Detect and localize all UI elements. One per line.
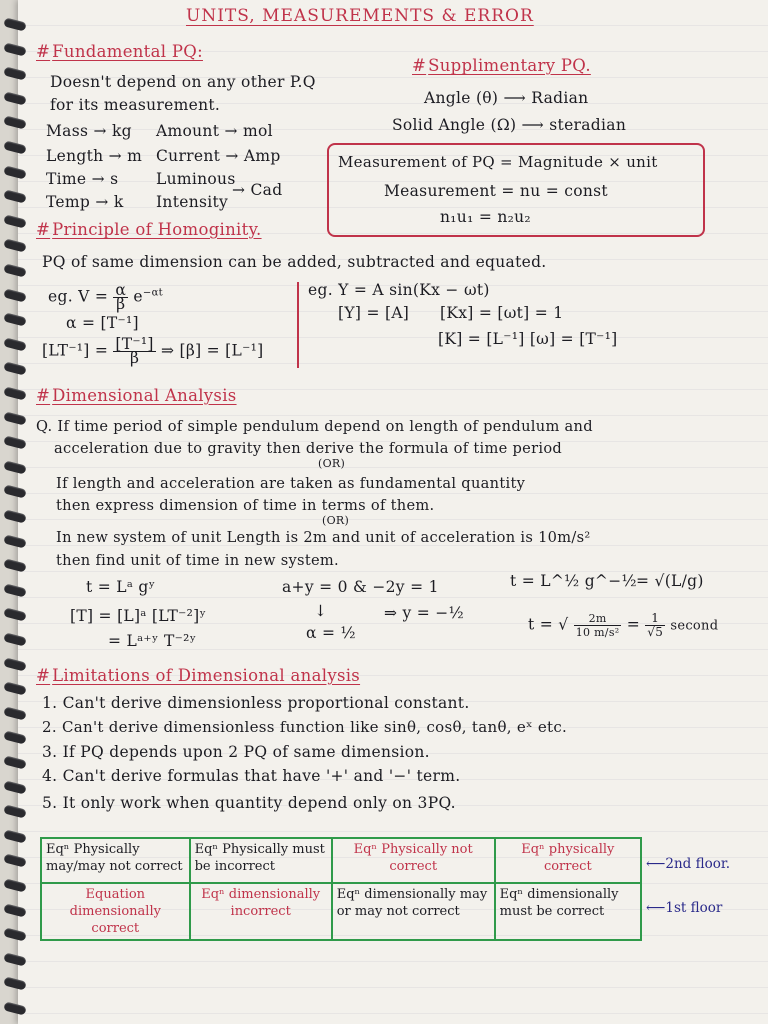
spiral-ring [3, 313, 27, 327]
table-cell: Equation dimensionally correct [41, 883, 190, 940]
solution-step: = √(L/g) [636, 572, 704, 590]
spiral-ring [3, 903, 27, 917]
table-cell: Eqⁿ dimensionally must be correct [495, 883, 641, 940]
example-divider [297, 282, 299, 368]
spiral-ring [3, 91, 27, 105]
spiral-ring [3, 239, 27, 253]
solution-arrow: ↓ [314, 602, 328, 620]
unit-row-left: Mass → kg [46, 122, 132, 140]
spiral-ring [3, 17, 27, 31]
luminous-unit: → Cad [232, 181, 283, 199]
spiral-ring [3, 583, 27, 597]
table-cell: Eqⁿ dimensionally may or may not correct [332, 883, 495, 940]
spiral-ring [3, 534, 27, 548]
spiral-ring [3, 829, 27, 843]
spiral-ring [3, 559, 27, 573]
solution-step: t = L^½ g^−½ [510, 572, 637, 590]
spiral-ring [3, 337, 27, 351]
measurement-line3: n₁u₁ = n₂u₂ [440, 208, 531, 226]
spiral-ring [3, 411, 27, 425]
spiral-ring [3, 436, 27, 450]
unit-row-left: Temp → k [46, 193, 124, 211]
example2-line2a: [Y] = [A] [338, 304, 410, 322]
solution-step: a+y = 0 & −2y = 1 [282, 578, 439, 596]
spiral-ring [3, 706, 27, 720]
solution-step: α = ½ [306, 624, 356, 642]
table-row [41, 838, 641, 883]
spiral-ring [3, 632, 27, 646]
floors-table [40, 837, 642, 941]
limitation-item: 3. If PQ depends upon 2 PQ of same dimension. [42, 743, 430, 761]
spiral-ring [3, 977, 27, 991]
spiral-ring [3, 952, 27, 966]
solution-result: t = √ $\frac{2m}{\text{10 m/s²}}$ = $\frac{1}{√5}$ second [528, 611, 719, 639]
table-cell: Eqⁿ dimensionally incorrect [190, 883, 332, 940]
measurement-line1: Measurement of PQ = Magnitude × unit [338, 153, 658, 171]
spiral-ring [3, 263, 27, 277]
spiral-ring [3, 509, 27, 523]
fundamental-heading: # Fundamental PQ: [36, 42, 203, 61]
spiral-ring [3, 657, 27, 671]
example1-line1: eg. V = $\frac{\alpha}{\beta}$ $e^{-\alpha t}$ [48, 281, 163, 313]
question-line6: then find unit of time in new system. [56, 552, 340, 569]
floor-label-1st: ⟵1st floor [646, 900, 723, 916]
supplementary-line2: Solid Angle (Ω) ⟶ steradian [392, 116, 627, 134]
example1-line3: [LT⁻¹] = $\frac{\text{[T⁻¹]}}{\beta}$ ⇒ [β] = [L⁻¹] [42, 335, 264, 367]
unit-row-right: Luminous [156, 170, 236, 188]
spiral-ring [3, 608, 27, 622]
unit-row-left: Length → m [46, 147, 143, 165]
limitation-item: 2. Can't derive dimensionless function like sinθ, cosθ, tanθ, eˣ etc. [42, 718, 568, 736]
table-cell: Eqⁿ Physically may/may not correct [41, 838, 190, 883]
spiral-ring [3, 485, 27, 499]
dimensional-heading: # Dimensional Analysis [36, 386, 237, 405]
unit-row-right: Amount → mol [156, 122, 273, 140]
unit-row-right: Current → Amp [156, 147, 281, 165]
supplementary-heading: # Supplimentary PQ. [412, 56, 591, 75]
question-line4: then express dimension of time in terms of them. [56, 497, 435, 514]
spiral-ring [3, 1001, 27, 1015]
spiral-ring [3, 731, 27, 745]
page-title: UNITS, MEASUREMENTS & ERROR [186, 6, 534, 26]
solution-step: t = Lᵃ gʸ [86, 578, 156, 596]
spiral-ring [3, 780, 27, 794]
unit-row-right: Intensity [156, 193, 229, 211]
floor-label-2nd: ⟵2nd floor. [646, 856, 731, 872]
spiral-ring [3, 386, 27, 400]
example2-line2b: [Kx] = [ωt] = 1 [440, 304, 564, 322]
spiral-ring [3, 42, 27, 56]
spiral-ring [3, 140, 27, 154]
example2-line1: eg. Y = A sin(Kx − ωt) [308, 281, 490, 299]
spiral-ring [3, 878, 27, 892]
solution-step: ⇒ y = −½ [384, 604, 464, 622]
fundamental-line1: Doesn't depend on any other P.Q [50, 73, 316, 91]
table-cell: Eqⁿ Physically not correct [332, 838, 495, 883]
fundamental-line2: for its measurement. [50, 96, 221, 114]
homogeneity-statement: PQ of same dimension can be added, subtracted and equated. [42, 253, 547, 271]
example1-line2: α = [T⁻¹] [66, 314, 139, 332]
limitation-item: 1. Can't derive dimensionless proportional constant. [42, 694, 470, 712]
solution-step: [T] = [L]ᵃ [LT⁻²]ʸ [70, 607, 207, 625]
unit-row-left: Time → s [46, 170, 119, 188]
question-line1: Q. If time period of simple pendulum depend on length of pendulum and [36, 418, 593, 435]
spiral-ring [3, 805, 27, 819]
question-line2: acceleration due to gravity then derive the formula of time period [54, 440, 563, 457]
spiral-ring [3, 854, 27, 868]
spiral-ring [3, 116, 27, 130]
question-line5: In new system of unit Length is 2m and unit of acceleration is 10m/s² [56, 529, 591, 546]
supplementary-line1: Angle (θ) ⟶ Radian [424, 89, 589, 107]
measurement-line2: Measurement = nu = const [384, 182, 608, 200]
solution-step: = Lᵃ⁺ʸ T⁻²ʸ [108, 632, 197, 650]
example2-line3: [K] = [L⁻¹] [ω] = [T⁻¹] [438, 330, 618, 348]
spiral-ring [3, 755, 27, 769]
or-label: (OR) [318, 457, 346, 470]
spiral-ring [3, 362, 27, 376]
table-cell: Eqⁿ physically correct [495, 838, 641, 883]
table-row [41, 883, 641, 940]
or-label: (OR) [322, 514, 350, 527]
limitations-heading: # Limitations of Dimensional analysis [36, 666, 361, 685]
spiral-ring [3, 460, 27, 474]
limitation-item: 4. Can't derive formulas that have '+' and '−' term. [42, 767, 461, 785]
table-cell: Eqⁿ Physically must be incorrect [190, 838, 332, 883]
spiral-binding [0, 0, 34, 1024]
spiral-ring [3, 928, 27, 942]
limitation-item: 5. It only work when quantity depend only on 3PQ. [42, 794, 456, 812]
spiral-ring [3, 190, 27, 204]
spiral-ring [3, 288, 27, 302]
spiral-ring [3, 682, 27, 696]
question-line3: If length and acceleration are taken as fundamental quantity [56, 475, 526, 492]
homogeneity-heading: # Principle of Homoginity. [36, 220, 262, 239]
spiral-ring [3, 165, 27, 179]
spiral-ring [3, 67, 27, 81]
spiral-ring [3, 214, 27, 228]
